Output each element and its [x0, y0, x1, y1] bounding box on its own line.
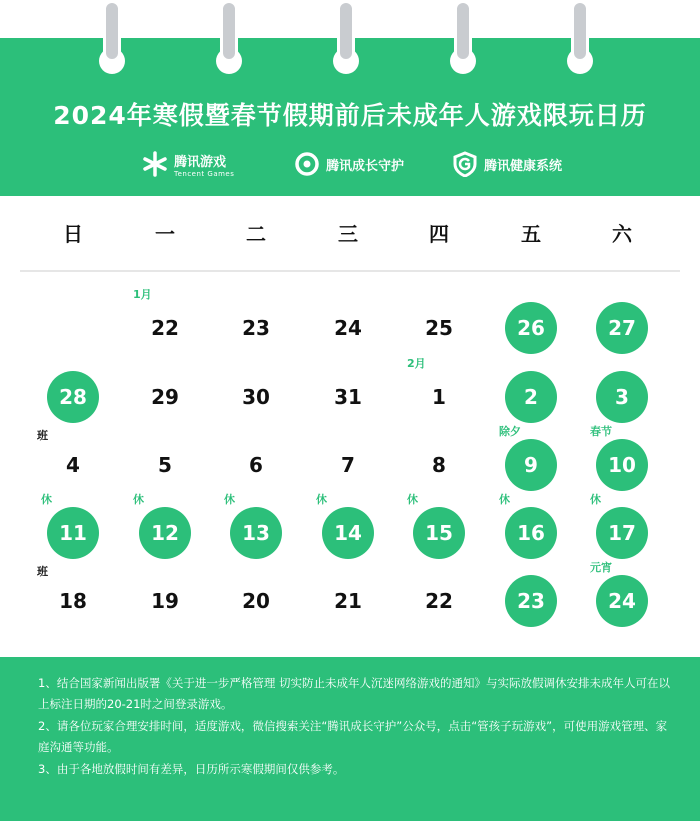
weekday-label: 五 [521, 222, 541, 246]
tencent-games-icon [140, 149, 170, 179]
day-tag: 2月 [407, 357, 426, 370]
calendar-day [491, 571, 571, 631]
day-tag: 班 [37, 565, 48, 578]
calendar-day [582, 298, 662, 358]
growth-guard-icon [292, 149, 322, 179]
notes-panel [0, 657, 700, 821]
playable-day-number: 24 [596, 575, 648, 627]
weekday-label: 二 [246, 222, 266, 246]
playable-day-number: 16 [505, 507, 557, 559]
day-number: 31 [334, 385, 362, 409]
day-number: 23 [242, 316, 270, 340]
calendar-day [216, 298, 296, 358]
day-number: 5 [158, 453, 172, 477]
calendar-day [399, 357, 479, 427]
day-tag: 元宵 [590, 561, 612, 574]
weekday-label: 六 [612, 222, 632, 246]
calendar-day [582, 561, 662, 631]
day-number: 29 [151, 385, 179, 409]
day-tag: 1月 [133, 288, 152, 301]
day-tag: 春节 [590, 425, 612, 438]
playable-day-number: 26 [505, 302, 557, 354]
playable-day-number: 2 [505, 371, 557, 423]
calendar-day [125, 288, 205, 358]
calendar-day [308, 571, 388, 631]
calendar-day [125, 435, 205, 495]
calendar-day [582, 367, 662, 427]
calendar-day [491, 493, 571, 563]
calendar-day [33, 429, 113, 495]
day-tag: 休 [590, 493, 601, 506]
day-number: 24 [334, 316, 362, 340]
logo-name: 腾讯健康系统 [484, 158, 563, 174]
day-number: 7 [341, 453, 355, 477]
day-tag: 休 [407, 493, 418, 506]
day-tag: 休 [316, 493, 327, 506]
playable-day-number: 11 [47, 507, 99, 559]
day-number: 19 [151, 589, 179, 613]
day-tag: 休 [133, 493, 144, 506]
day-number: 30 [242, 385, 270, 409]
day-number: 18 [59, 589, 87, 613]
playable-day-number: 3 [596, 371, 648, 423]
playable-day-number: 9 [505, 439, 557, 491]
playable-day-number: 15 [413, 507, 465, 559]
calendar-day [125, 493, 205, 563]
calendar-day [308, 493, 388, 563]
playable-day-number: 14 [322, 507, 374, 559]
calendar-day [216, 367, 296, 427]
day-tag: 班 [37, 429, 48, 442]
calendar-day [491, 425, 571, 495]
calendar-day [125, 571, 205, 631]
calendar-day [582, 493, 662, 563]
logo-subtitle: Tencent Games [174, 169, 235, 178]
tencent-games-logo [140, 146, 234, 182]
calendar-day [33, 565, 113, 631]
weekday-label: 一 [155, 222, 175, 246]
logo-name: 腾讯游戏 [174, 154, 227, 170]
day-number: 6 [249, 453, 263, 477]
weekday-label: 三 [338, 222, 358, 246]
playable-day-number: 17 [596, 507, 648, 559]
note-3: 3、由于各地放假时间有差异，日历所示寒假期间仅供参考。 [38, 762, 345, 776]
playable-day-number: 23 [505, 575, 557, 627]
weekday-divider [20, 270, 680, 272]
calendar-day [399, 571, 479, 631]
logo-name: 腾讯成长守护 [326, 158, 405, 174]
day-number: 4 [66, 453, 80, 477]
weekday-label: 日 [63, 222, 83, 246]
calendar-day [308, 298, 388, 358]
calendar-day [125, 367, 205, 427]
binder-ring [571, 0, 589, 62]
playable-day-number: 27 [596, 302, 648, 354]
binder-ring [454, 0, 472, 62]
day-number: 1 [432, 385, 446, 409]
calendar-day [399, 493, 479, 563]
note-1: 1、结合国家新闻出版署《关于进一步严格管理 切实防止未成年人沉迷网络游戏的通知》与实际放假调休安排未成年人可在以上标注日期的20-21时之间登录游戏。 [38, 676, 670, 711]
note-2: 2、请各位玩家合理安排时间，适度游戏，微信搜索关注“腾讯成长守护”公众号，点击“管孩子玩游戏”，可使用游戏管理、家庭沟通等功能。 [38, 719, 668, 754]
binder-ring [103, 0, 121, 62]
calendar-day [491, 367, 571, 427]
health-system-logo [450, 146, 562, 182]
day-number: 21 [334, 589, 362, 613]
day-tag: 休 [41, 493, 52, 506]
calendar-day [491, 298, 571, 358]
calendar-day [216, 571, 296, 631]
day-number: 22 [425, 589, 453, 613]
weekday-label: 四 [429, 222, 449, 246]
calendar-day [33, 367, 113, 427]
day-tag: 休 [499, 493, 510, 506]
shield-icon [450, 149, 480, 179]
day-tag: 休 [224, 493, 235, 506]
calendar-day [308, 367, 388, 427]
playable-day-number: 12 [139, 507, 191, 559]
logo-row [0, 146, 700, 182]
playable-day-number: 10 [596, 439, 648, 491]
day-tag: 除夕 [499, 425, 521, 438]
day-number: 25 [425, 316, 453, 340]
growth-guard-logo [292, 146, 404, 182]
calendar-day [216, 435, 296, 495]
calendar-day [308, 435, 388, 495]
binder-ring [337, 0, 355, 62]
calendar-day [33, 493, 113, 563]
binder-ring [220, 0, 238, 62]
day-number: 8 [432, 453, 446, 477]
playable-day-number: 28 [47, 371, 99, 423]
calendar-day [399, 298, 479, 358]
calendar-day [582, 425, 662, 495]
calendar-day [399, 435, 479, 495]
playable-day-number: 13 [230, 507, 282, 559]
page-title: 2024年寒假暨春节假期前后未成年人游戏限玩日历 [53, 101, 647, 130]
weekday-row [0, 218, 700, 258]
day-number: 20 [242, 589, 270, 613]
calendar-day [216, 493, 296, 563]
day-number: 22 [151, 316, 179, 340]
